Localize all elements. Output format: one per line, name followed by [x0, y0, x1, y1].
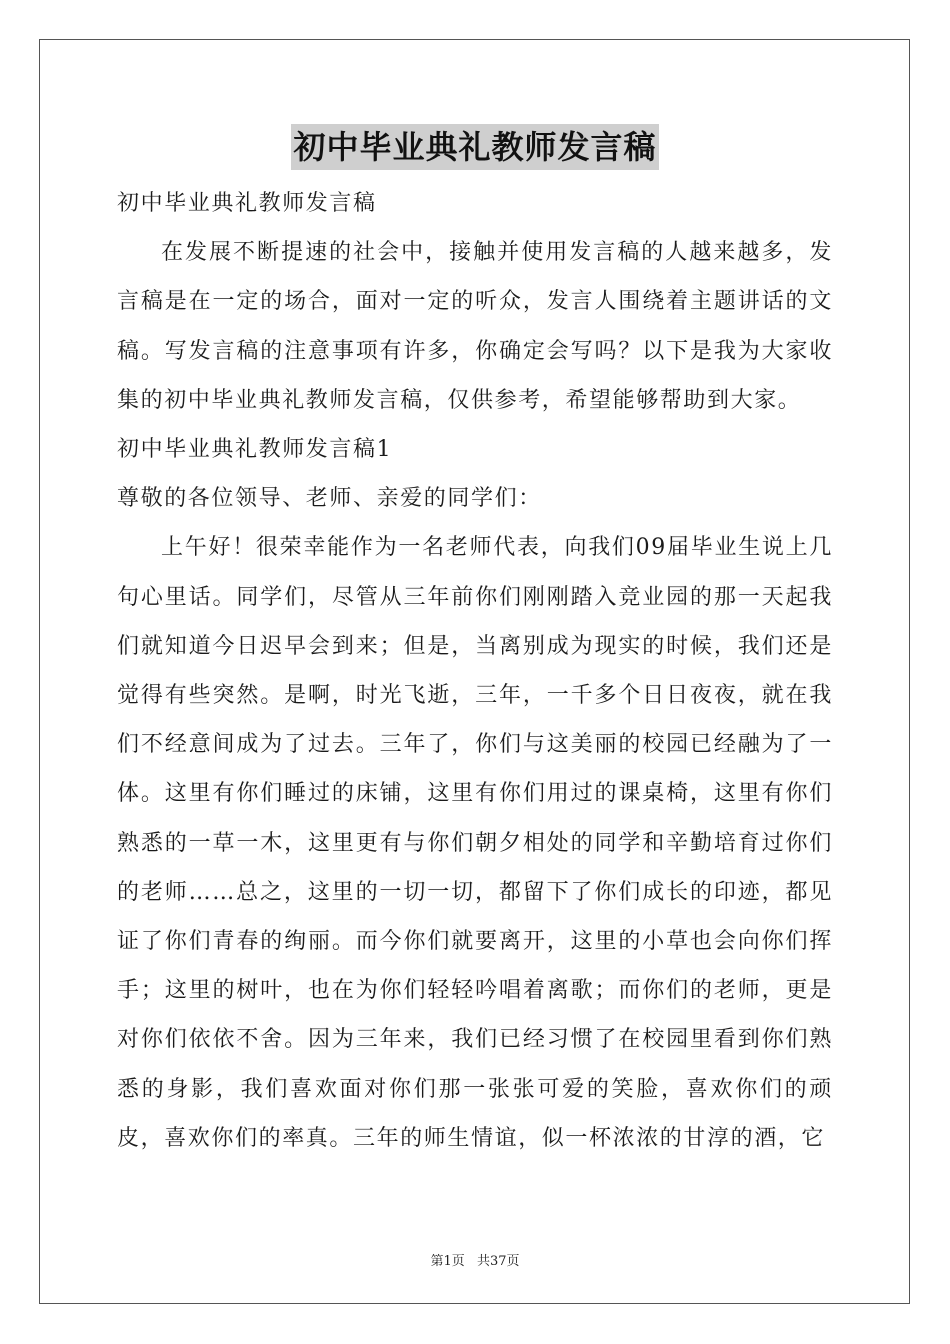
salutation: 尊敬的各位领导、老师、亲爱的同学们：: [117, 486, 542, 512]
title-container: [0, 124, 950, 170]
subtitle: 初中毕业典礼教师发言稿: [117, 191, 377, 216]
page-footer: [0, 1250, 950, 1269]
intro-paragraph: 在发展不断提速的社会中，接触并使用发言稿的人越来越多，发言稿是在一定的场合，面对一定的听众，发言人围绕着主题讲话的文稿。写发言稿的注意事项有许多，你确定会写吗？以下是我为大家收集的初中毕业典礼教师发言稿，仅供参考，希望能够帮助到大家。: [117, 240, 833, 413]
page-total: 共37页: [476, 1254, 520, 1269]
document-body: [117, 179, 833, 1163]
section-heading: 初中毕业典礼教师发言稿1: [117, 437, 393, 462]
document-title: 初中毕业典礼教师发言稿: [291, 124, 658, 170]
body-paragraph: 上午好！很荣幸能作为一名老师代表，向我们09届毕业生说上几句心里话。同学们，尽管从三年前你们刚刚踏入竞业园的那一天起我们就知道今日迟早会到来；但是，当离别成为现实的时候，我们还是觉得有些突然。是啊，时光飞逝，三年，一千多个日日夜夜，就在我们不经意间成为了过去。三年了，你们与这美丽的校园已经融为了一体。这里有你们睡过的床铺，这里有你们用过的课桌椅，这里有你们熟悉的一草一木，这里更有与你们朝夕相处的同学和辛勤培育过你们的老师……总之，这里的一切一切，都留下了你们成长的印迹，都见证了你们青春的绚丽。而今你们就要离开，这里的小草也会向你们挥手；这里的树叶，也在为你们轻轻吟唱着离歌；而你们的老师，更是对你们依依不舍。因为三年来，我们已经习惯了在校园里看到你们熟悉的身影，我们喜欢面对你们那一张张可爱的笑脸，喜欢你们的顽皮，喜欢你们的率真。三年的师生情谊，似一杯浓浓的甘淳的酒，它: [117, 535, 833, 1151]
page-number: 第1页: [430, 1254, 465, 1269]
